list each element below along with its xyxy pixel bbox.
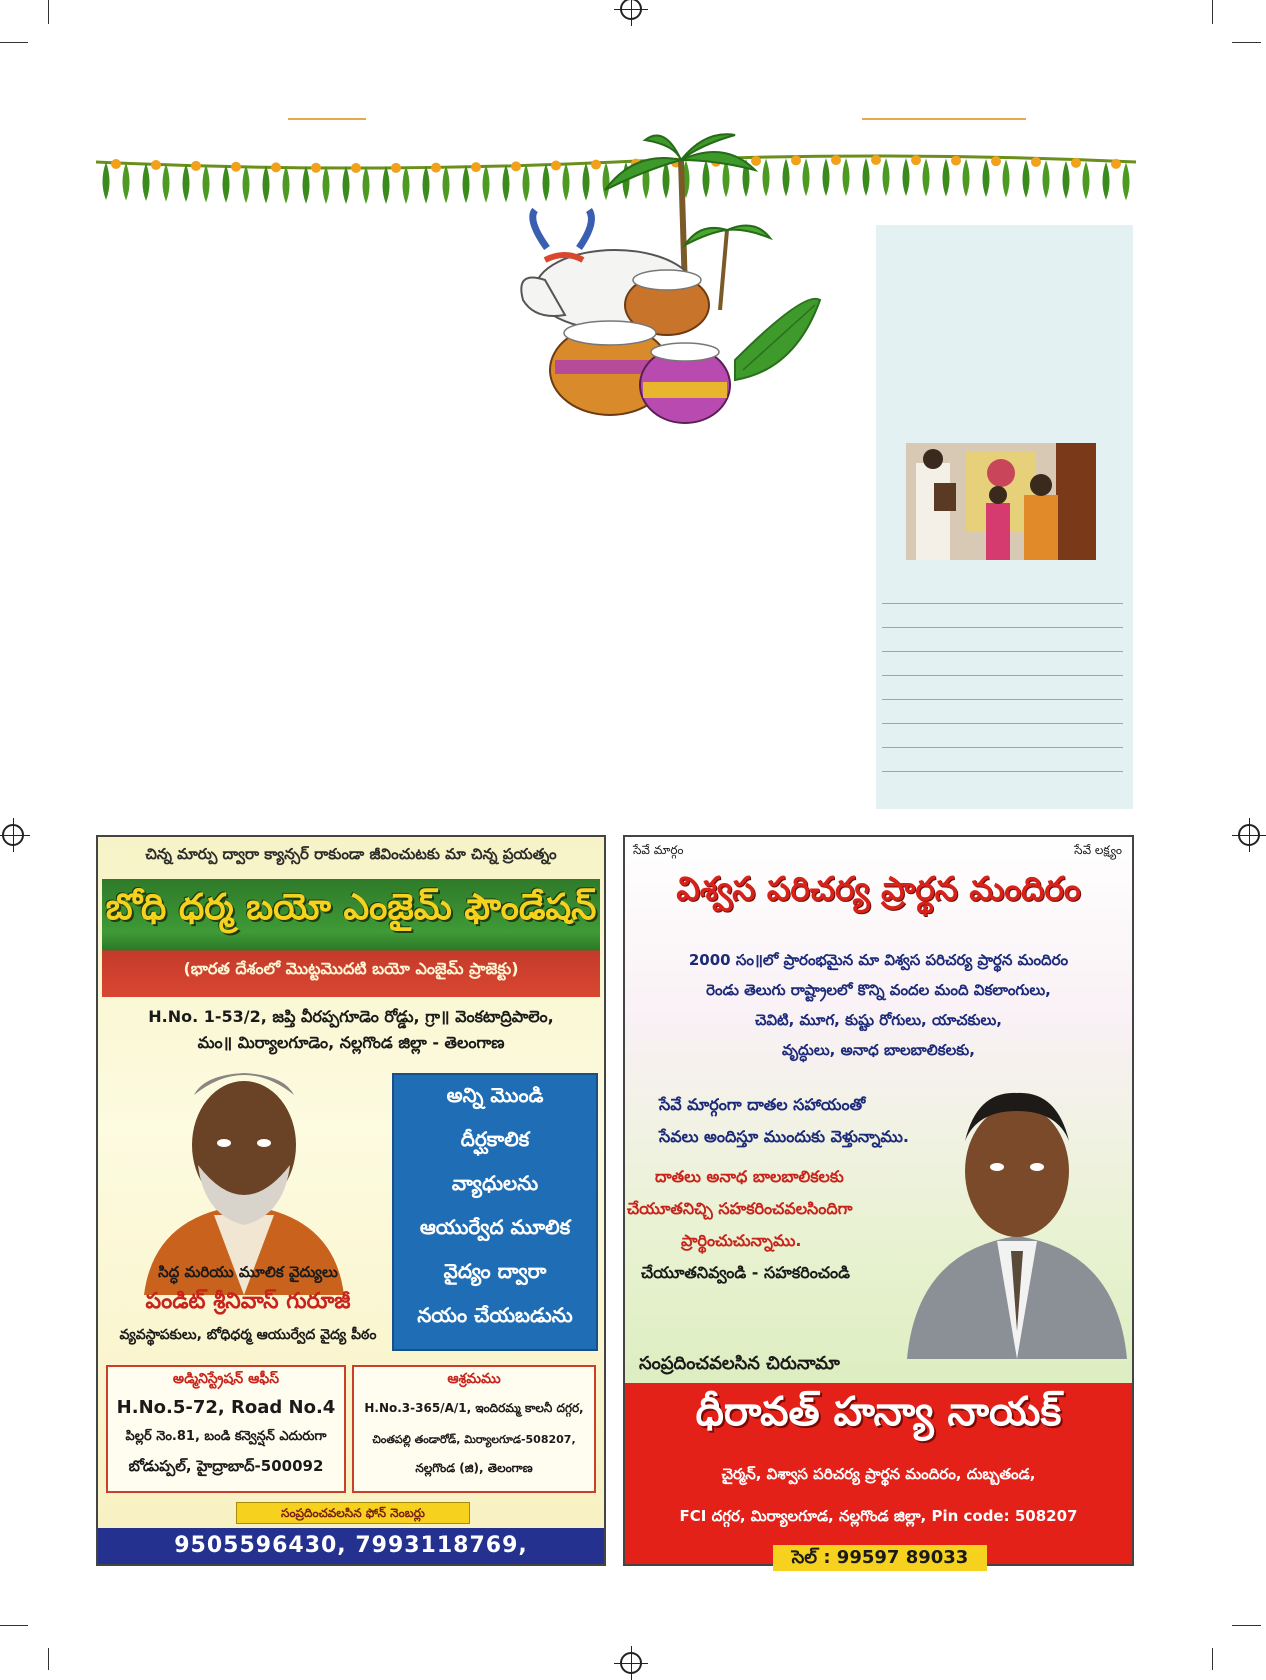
garland-leaf [963,159,970,197]
admin-office-line-3: బోడుప్పల్, హైద్రాబాద్-500092 [128,1457,324,1475]
prayer-hall-title: విశ్వస పరిచర్య ప్రార్థన మందిరం [676,869,1081,908]
garland-leaf [443,165,450,203]
ashram-line-2: చింతపల్లి తండారోడ్, మిర్యాలగూడ-508207, [372,1433,576,1446]
title-band [102,879,600,997]
crop-mark-bl-v [48,1648,49,1670]
garland-leaf [283,166,290,204]
side-rule-1 [882,603,1123,604]
garland-leaf [1043,160,1050,198]
intro-line-2: రెండు తెలుగు రాష్ట్రాలలో కొన్ని వందల మంది వికలాంగులు, [706,981,1051,999]
garland-leaf [303,166,310,204]
garland-flower [351,163,361,173]
garland-flower [911,155,921,165]
garland-leaf [883,158,890,196]
service-line-3: వ్యాధులను [451,1171,539,1195]
garland-flower [431,163,441,173]
guru-role: సిద్ధ మరియు మూలిక వైద్యులు [158,1263,338,1281]
address-line-2: మం॥ మిర్యాలగూడెం, నల్లగొండ జిల్లా - తెలంగాణ [197,1033,505,1052]
guruji-portrait [134,1065,354,1295]
garland-leaf [483,165,490,203]
address-line-1: H.No. 1-53/2, జప్తి వీరప్పగూడెం రోడ్డు, గ్రా॥ వెంకటాద్రిపాలెం, [148,1007,554,1026]
contact-band [625,1383,1132,1568]
garland-flower [311,163,321,173]
chairman-address-1: చైర్మన్, విశ్వాస పరిచర్య ప్రార్థన మందిరం, దుబ్బతండ, [721,1465,1036,1483]
garland-leaf [163,163,170,201]
pongal-illustration [505,130,825,430]
garland-flower [1071,158,1081,168]
crop-mark-tl-h [0,42,28,43]
guru-name: పండిట్ శ్రీనివాస్ గురూజీ [145,1289,351,1314]
crop-mark-tr-h [1232,42,1261,43]
garland-leaf [223,165,230,203]
chairman-name: ధీరావత్ హన్యా నాయక్ [695,1389,1062,1435]
garland-leaf [323,166,330,204]
cell-number: సెల్ : 99597 89033 [773,1545,987,1571]
garland-leaf [843,158,850,196]
garland-leaf [983,159,990,197]
side-rule-6 [882,723,1123,724]
side-rule-3 [882,651,1123,652]
ashram-line-1: H.No.3-365/A/1, ఇందిరమ్మ కాలనీ దగ్గర, [364,1401,584,1415]
appeal-line-3: ప్రార్థించుచున్నాము. [681,1231,802,1250]
appeal-line-1: దాతలు అనాధ బాలబాలికలకు [655,1167,844,1186]
seva-line-2: సేవలు అందిస్తూ ముందుకు వెళ్తున్నాము. [659,1127,909,1146]
side-rule-5 [882,699,1123,700]
service-line-6: నయం చేయబడును [417,1303,573,1327]
prayer-hall-advertisement [623,835,1134,1566]
crop-mark-br-h [1232,1625,1261,1626]
garland-leaf [343,166,350,204]
chairman-address-2: FCI దగ్గర, మిర్యాలగూడ, నల్లగొండ జిల్లా, Pin code: 508207 [679,1507,1078,1525]
garland-leaf [383,166,390,204]
phone-numbers: 9505596430, 7993118769, 8688820662 [98,1528,604,1564]
registration-mark-right [1238,824,1260,846]
garland-leaf [923,158,930,196]
contact-label: సంప్రదించవలసిన చిరునామా [639,1353,840,1374]
header-rule-right [862,118,1026,120]
garland-leaf [1063,161,1070,199]
garland-leaf [123,162,130,200]
ashram-heading: ఆశ్రమము [447,1371,501,1387]
family-photo [906,443,1096,560]
service-line-2: దీర్ఘకాలిక [460,1127,530,1151]
crop-mark-tl-v [48,0,49,24]
side-rule-7 [882,747,1123,748]
appeal-line-2: చేయూతనిచ్చి సహకరించవలసిందిగా [627,1199,853,1218]
corner-slogan-left: సేవే మార్గం [633,843,684,857]
side-rule-8 [882,771,1123,772]
garland-flower [391,163,401,173]
garland-flower [1031,157,1041,167]
chairman-portrait [907,1071,1127,1359]
garland-leaf [203,164,210,202]
garland-leaf [943,159,950,197]
garland-leaf [143,163,150,201]
admin-office-line-1: H.No.5-72, Road No.4 [116,1397,336,1418]
crop-mark-br-v [1212,1648,1213,1670]
crop-mark-bl-h [0,1625,28,1626]
bodhi-dharma-advertisement [96,835,606,1594]
garland-leaf [423,166,430,204]
side-rule-2 [882,627,1123,628]
garland-leaf [1023,160,1030,198]
ad-slogan: చిన్న మార్పు ద్వారా క్యాన్సర్ రాకుండా జీవించుటకు మా చిన్న ప్రయత్నం [145,845,557,863]
garland-leaf [183,164,190,202]
crop-mark-tr-v [1212,0,1213,24]
foundation-subtitle: (భారత దేశంలో మొట్టమొదటి బయో ఎంజైమ్ ప్రాజెక్టు) [183,959,519,978]
service-box [392,1073,598,1351]
garland-flower [1111,159,1121,169]
garland-leaf [1103,162,1110,200]
side-column-panel [876,225,1133,809]
garland-flower [231,162,241,172]
registration-mark-top [620,0,642,20]
garland-flower [471,162,481,172]
registration-mark-left [2,824,24,846]
garland-leaf [903,158,910,196]
service-line-5: వైద్యం ద్వారా [443,1259,547,1283]
garland-leaf [1123,162,1130,200]
garland-leaf [403,166,410,204]
service-line-4: ఆయుర్వేద మూలిక [419,1215,571,1239]
foundation-title: బోధి ధర్మ బయో ఎంజైమ్ ఫౌండేషన్ [105,887,597,928]
admin-office-box [106,1365,346,1493]
admin-office-heading: అడ్మినిస్ట్రేషన్ ఆఫీస్ [172,1371,280,1387]
garland-leaf [463,165,470,203]
garland-flower [271,162,281,172]
garland-leaf [1003,160,1010,198]
intro-line-4: వృద్ధులు, అనాధ బాలబాలికలకు, [782,1041,975,1059]
garland-leaf [1083,161,1090,199]
phone-numbers-label: సంప్రదించవలసిన ఫోన్ నెంబర్లు [236,1502,470,1524]
garland-leaf [243,165,250,203]
intro-line-1: 2000 సం॥లో ప్రారంభమైన మా విశ్వస పరిచర్య ప్రార్థన మందిరం [688,951,1069,969]
registration-mark-bottom [620,1652,642,1674]
side-rule-4 [882,675,1123,676]
appeal-line-4: చేయూతనివ్వండి - సహకరించండి [641,1263,850,1282]
garland-leaf [103,162,110,200]
ashram-line-3: నల్లగొండ (జి), తెలంగాణ [415,1461,533,1475]
seva-line-1: సేవే మార్గంగా దాతల సహాయంతో [659,1095,866,1114]
garland-flower [831,155,841,165]
garland-flower [871,155,881,165]
guru-organisation: వ్యవస్థాపకులు, బోధిధర్మ ఆయుర్వేద వైద్య పీఠం [119,1327,377,1343]
garland-leaf [363,166,370,204]
intro-line-3: చెవిటి, మూగ, కుష్టు రోగులు, యాచకులు, [754,1011,1003,1029]
garland-flower [951,156,961,166]
garland-leaf [263,165,270,203]
garland-leaf [863,158,870,196]
admin-office-line-2: పిల్లర్ నెం.81, బండి కన్వెన్షన్ ఎదురుగా [125,1429,327,1444]
service-line-1: అన్ని మొండి [446,1083,544,1107]
garland-flower [111,159,121,169]
garland-flower [191,161,201,171]
corner-slogan-right: సేవే లక్ష్యం [1074,843,1122,857]
garland-flower [151,160,161,170]
ashram-box [352,1365,596,1493]
header-rule-left [288,118,366,120]
garland-flower [991,156,1001,166]
